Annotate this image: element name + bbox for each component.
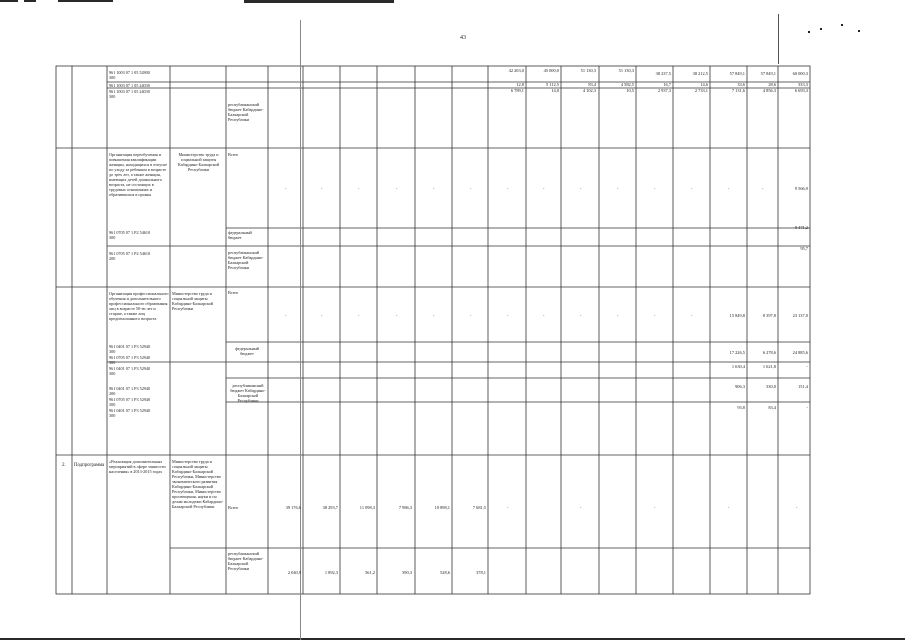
value-cell: 60 000,3 xyxy=(792,71,808,76)
value-cell: 2 733,1 xyxy=(694,88,708,93)
value-cell: 42 203,0 xyxy=(508,68,524,73)
empty-cell-dash: - xyxy=(580,186,582,191)
empty-cell-dash: - xyxy=(543,186,545,191)
scan-speck xyxy=(858,30,860,32)
empty-cell-dash: - xyxy=(580,505,582,510)
value-cell: 4 102,3 xyxy=(582,88,596,93)
empty-cell-dash: - xyxy=(470,313,472,318)
value-cell: 15 849,8 xyxy=(729,313,745,318)
responsible-ministry: Министерство труда и социальной защиты Кабардино-Балкарской Республики xyxy=(172,291,214,311)
value-cell: 7 681,5 xyxy=(472,505,486,510)
budget-code: 961 1003 07 1 05 24030 300 xyxy=(109,89,150,99)
value-cell: 5 112,5 xyxy=(545,82,559,87)
value-cell: 1 892,3 xyxy=(324,570,338,575)
empty-cell-dash: - xyxy=(358,313,360,318)
budget-code: 961 0705 07 1 P3 52940 300 xyxy=(109,355,151,365)
empty-cell-dash: - xyxy=(358,186,360,191)
empty-cell-dash: - xyxy=(433,313,435,318)
value-cell: 39 176,6 xyxy=(285,505,301,510)
empty-cell-dash: - xyxy=(691,313,693,318)
empty-cell-dash: - xyxy=(617,313,619,318)
value-cell: 7 131,6 xyxy=(731,88,745,93)
value-cell: 23 137,0 xyxy=(792,313,808,318)
budget-code: 961 1003 07 1 05 24030 xyxy=(109,83,150,88)
value-cell: 57 849,1 xyxy=(729,71,745,76)
activity-title: Организация переобучения и повышения квалификации женщин, находящихся в отпуске по уходу за ребенком в возрасте до трех лет, а также женщин, имеющих детей дошкольного возраста, не состоящих в трудовых отношениях и обратившихся в органы xyxy=(109,152,167,197)
budget-source-label: республиканский бюджет Кабардино-Балкарской Республики xyxy=(228,551,264,571)
page-number: 43 xyxy=(460,35,466,41)
value-cell: 16,7 xyxy=(663,82,671,87)
value-cell: 9 471,2 xyxy=(794,225,808,230)
value-cell: 4 856,3 xyxy=(762,88,776,93)
value-cell: - xyxy=(806,364,808,369)
empty-cell-dash: - xyxy=(321,186,323,191)
value-cell: 93,8 xyxy=(737,405,745,410)
empty-cell-dash: - xyxy=(470,186,472,191)
empty-cell-dash: - xyxy=(728,186,730,191)
value-cell: 83,4 xyxy=(768,405,776,410)
empty-cell-dash: - xyxy=(654,313,656,318)
budget-code: 961 0401 07 1 P3 52940 200 xyxy=(109,386,151,396)
empty-cell-dash: - xyxy=(433,186,435,191)
value-cell: 14,0 xyxy=(551,88,559,93)
activity-title: Организация профессионального обучения и дополнительного профессионального образования лиц в возрасте 50-ти лет и старше, а также лиц предпенсионного возраста xyxy=(109,291,169,321)
value-cell: 38 237,5 xyxy=(655,71,671,76)
row-number: 2. xyxy=(62,463,66,468)
value-cell: 24 885,6 xyxy=(792,350,808,355)
responsible-ministry: Министерство труда и социальной защиты Кабардино-Балкарской Республики xyxy=(177,152,220,172)
empty-cell-dash: - xyxy=(580,313,582,318)
value-cell: 4 582,5 xyxy=(620,82,634,87)
value-cell: 12,8 xyxy=(516,82,524,87)
value-cell: 1 630,4 xyxy=(731,364,745,369)
scan-speck xyxy=(808,31,810,33)
empty-cell-dash: - xyxy=(507,313,509,318)
scan-artifact xyxy=(24,0,36,2)
value-cell: 2 040,9 xyxy=(287,570,301,575)
value-cell: 8 397,8 xyxy=(762,313,776,318)
value-cell: 333,3 xyxy=(798,82,808,87)
scan-artifact xyxy=(778,14,779,64)
value-cell: 151,4 xyxy=(798,384,808,389)
budget-code: 961 0401 07 1 P3 52940 300 xyxy=(109,408,151,418)
budget-source-label: Всего xyxy=(228,152,239,157)
value-cell: 83,4 xyxy=(588,82,596,87)
value-cell: 11 098,3 xyxy=(359,505,375,510)
budget-code: 961 0705 07 1 P2 54610 200 xyxy=(109,251,151,261)
scan-artifact xyxy=(0,0,18,2)
row-type: Подпрограмма xyxy=(74,463,105,468)
empty-cell-dash: - xyxy=(617,186,619,191)
empty-cell-dash: - xyxy=(691,186,693,191)
empty-cell-dash: - xyxy=(396,313,398,318)
value-cell: 9 566,9 xyxy=(794,186,808,191)
budget-code: 961 0401 07 1 P3 52940 300 xyxy=(109,366,151,376)
value-cell: 1 621,8 xyxy=(762,364,776,369)
value-cell: 14,6 xyxy=(700,82,708,87)
value-cell: 33,6 xyxy=(737,82,745,87)
responsible-ministries: Министерство труда и социальной защиты Кабардино-Балкарской Республики, Министерство экономического развития Кабардино-Балкарской Республики, Министерство просвещения, науки и по делам молодежи Кабардино-Балкарской Республики xyxy=(172,459,224,509)
value-cell: 390,3 xyxy=(402,570,412,575)
scan-speck xyxy=(820,28,822,30)
value-cell: 6 693,3 xyxy=(794,88,808,93)
value-cell: 330,0 xyxy=(766,384,776,389)
budget-code: 961 1003 07 1 05 52800 300 xyxy=(109,70,150,80)
value-cell: 7 986,3 xyxy=(398,505,412,510)
budget-code: 961 0705 07 1 P3 52940 300 xyxy=(109,397,151,407)
value-cell: 57 849,1 xyxy=(760,71,776,76)
budget-source-label: федеральный бюджет xyxy=(235,346,259,356)
budget-source-label: республиканский бюджет Кабардино-Балкарской Республики xyxy=(228,102,264,122)
budget-code: 961 0401 07 1 P3 52940 300 xyxy=(109,344,151,354)
budget-code: 961 0705 07 1 P2 54610 300 xyxy=(109,230,151,240)
budget-source-label: республиканский бюджет Кабардино-Балкарской Республики xyxy=(230,383,266,403)
value-cell: 51 130,3 xyxy=(580,68,596,73)
value-cell: 38 293,7 xyxy=(322,505,338,510)
value-cell: 10 898,1 xyxy=(434,505,450,510)
value-cell: 378,1 xyxy=(476,570,486,575)
empty-cell-dash: - xyxy=(728,505,730,510)
scan-artifact xyxy=(244,0,394,3)
value-cell: 17 226,5 xyxy=(729,350,745,355)
scan-artifact xyxy=(300,20,301,640)
value-cell: 45 000,0 xyxy=(543,68,559,73)
empty-cell-dash: - xyxy=(507,505,509,510)
value-cell: 10,5 xyxy=(626,88,634,93)
empty-cell-dash: - xyxy=(762,186,764,191)
empty-cell-dash: - xyxy=(396,186,398,191)
scan-artifact xyxy=(58,0,113,2)
value-cell: 528,6 xyxy=(440,570,450,575)
value-cell: 28,6 xyxy=(768,82,776,87)
value-cell: 6 789,1 xyxy=(510,88,524,93)
value-cell: 51 130,3 xyxy=(618,68,634,73)
budget-source-label: федеральный бюджет xyxy=(228,230,252,240)
value-cell: - xyxy=(806,405,808,410)
empty-cell-dash: - xyxy=(543,313,545,318)
value-cell: 38 212,5 xyxy=(692,71,708,76)
budget-source-label: Всего xyxy=(228,290,239,295)
value-cell: 6 278,6 xyxy=(762,350,776,355)
value-cell: 906,3 xyxy=(735,384,745,389)
empty-cell-dash: - xyxy=(321,313,323,318)
empty-cell-dash: - xyxy=(796,505,798,510)
value-cell: 2 937,3 xyxy=(657,88,671,93)
budget-source-label: Всего xyxy=(228,505,239,510)
scan-speck xyxy=(841,24,843,26)
empty-cell-dash: - xyxy=(654,186,656,191)
budget-source-label: республиканский бюджет Кабардино-Балкарской Республики xyxy=(228,250,264,270)
subprogram-title: «Реализация дополнительных мероприятий в сфере занятости населения» в 2013-2015 годах xyxy=(109,459,166,474)
empty-cell-dash: - xyxy=(285,313,287,318)
value-cell: 561,2 xyxy=(365,570,375,575)
empty-cell-dash: - xyxy=(654,505,656,510)
empty-cell-dash: - xyxy=(507,186,509,191)
empty-cell-dash: - xyxy=(285,186,287,191)
value-cell: 95,7 xyxy=(800,246,808,251)
